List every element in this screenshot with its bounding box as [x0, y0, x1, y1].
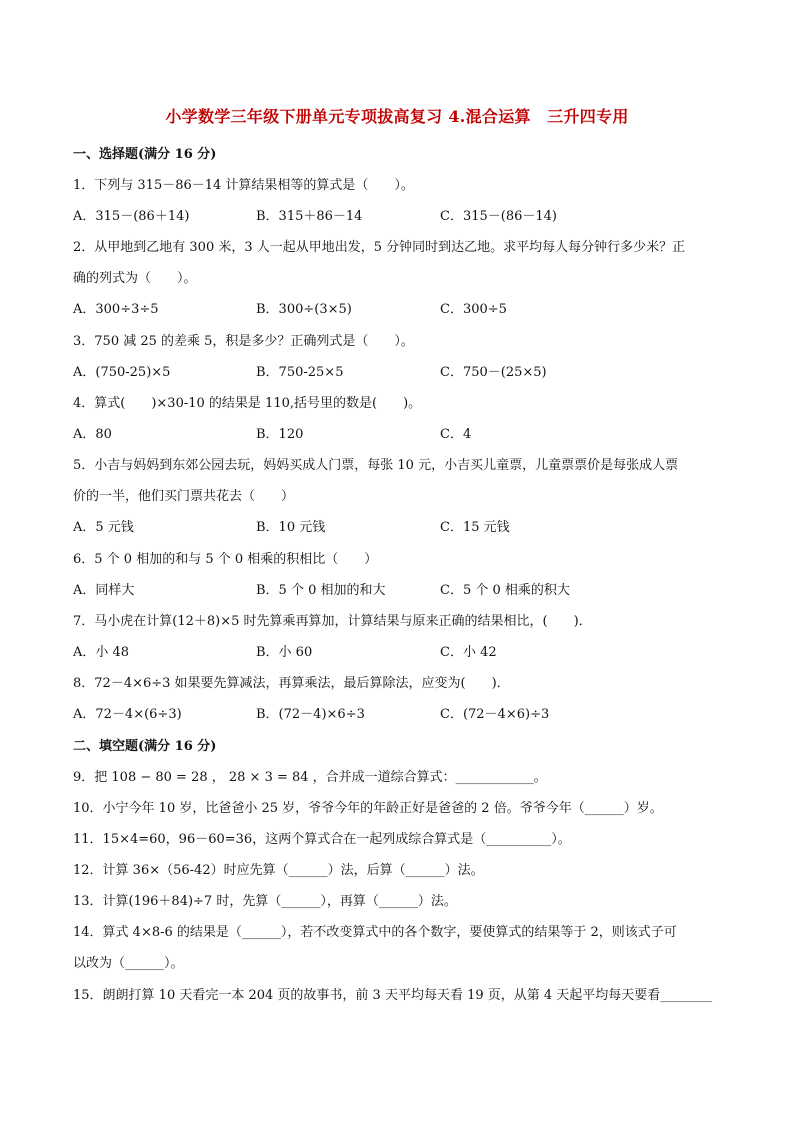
question-6: 6．5 个 0 相加的和与 5 个 0 相乘的积相比（ ）	[73, 552, 378, 567]
q4-option-a: A．80	[73, 427, 112, 442]
q8-option-c: C．(72－4×6)÷3	[440, 707, 550, 722]
question-2-line-2: 确的列式为（ ）。	[73, 271, 197, 286]
q2-option-a: A．300÷3÷5	[73, 302, 159, 317]
page-title: 小学数学三年级下册单元专项拔高复习 4.混合运算 三升四专用	[165, 107, 629, 126]
q5-option-b: B．10 元钱	[256, 520, 326, 535]
q4-option-c: C．4	[440, 427, 472, 442]
q2-option-c: C．300÷5	[440, 302, 507, 317]
question-1: 1．下列与 315－86－14 计算结果相等的算式是（ ）。	[73, 178, 414, 193]
question-5-line-1: 5．小吉与妈妈到东郊公园去玩，妈妈买成人门票，每张 10 元，小吉买儿童票，儿童票票价是每张成人票	[73, 458, 679, 473]
q6-option-b: B．5 个 0 相加的和大	[256, 583, 386, 598]
question-15: 15．朗朗打算 10 天看完一本 204 页的故事书，前 3 天平均每天看 19 页，从第 4 天起平均每天要看________	[73, 988, 713, 1003]
question-7: 7．马小虎在计算(12＋8)×5 时先算乘再算加，计算结果与原来正确的结果相比，( )．	[73, 614, 592, 629]
q5-option-c: C．15 元钱	[440, 520, 510, 535]
q4-option-b: B．120	[256, 427, 304, 442]
question-14-line-2: 以改为（______）。	[73, 956, 184, 971]
q1-option-a: A．315－(86＋14)	[73, 209, 190, 224]
q1-option-c: C．315－(86－14)	[440, 209, 557, 224]
q3-option-b: B．750-25×5	[256, 365, 344, 380]
q8-option-b: B．(72－4)×6÷3	[256, 707, 365, 722]
question-8: 8．72－4×6÷3 如果要先算减法，再算乘法，最后算除法，应变为( )．	[73, 676, 510, 691]
q8-option-a: A．72－4×(6÷3)	[73, 707, 182, 722]
q3-option-a: A．(750-25)×5	[73, 365, 171, 380]
q1-option-b: B．315＋86－14	[256, 209, 363, 224]
question-14-line-1: 14．算式 4×8-6 的结果是（______），若不改变算式中的各个数字，要使算式的结果等于 2，则该式子可	[73, 925, 677, 940]
q5-option-a: A．5 元钱	[73, 520, 134, 535]
question-10: 10．小宁今年 10 岁，比爸爸小 25 岁，爷爷今年的年龄正好是爸爸的 2 倍。爷爷今年（______）岁。	[73, 801, 663, 816]
q6-option-a: A．同样大	[73, 583, 135, 598]
question-2-line-1: 2．从甲地到乙地有 300 米，3 人一起从甲地出发，5 分钟同时到达乙地。求平均每人每分钟行多少米？正	[73, 240, 686, 255]
question-3: 3．750 减 25 的差乘 5，积是多少？正确列式是（ ）。	[73, 334, 414, 349]
section-heading-choice: 一、选择题(满分 16 分)	[73, 147, 217, 162]
q7-option-c: C．小 42	[440, 645, 497, 660]
q2-option-b: B．300÷(3×5)	[256, 302, 352, 317]
q7-option-a: A．小 48	[73, 645, 130, 660]
question-11: 11．15×4=60，96－60=36，这两个算式合在一起列成综合算式是（__________）。	[73, 832, 571, 847]
q6-option-c: C．5 个 0 相乘的积大	[440, 583, 570, 598]
question-9: 9．把 108 − 80 = 28 ， 28 × 3 = 84 ，合并成一道综合算式：____________。	[73, 770, 547, 785]
question-12: 12．计算 36×（56-42）时应先算（______）法，后算（______）法。	[73, 863, 484, 878]
question-5-line-2: 价的一半，他们买门票共花去（ ）	[73, 489, 295, 504]
q3-option-c: C．750－(25×5)	[440, 365, 547, 380]
q7-option-b: B．小 60	[256, 645, 313, 660]
section-heading-fill: 二、填空题(满分 16 分)	[73, 739, 217, 754]
question-13: 13．计算(196＋84)÷7 时，先算（______），再算（______）法。	[73, 894, 457, 909]
question-4: 4．算式( )×30-10 的结果是 110,括号里的数是( )。	[73, 396, 422, 411]
